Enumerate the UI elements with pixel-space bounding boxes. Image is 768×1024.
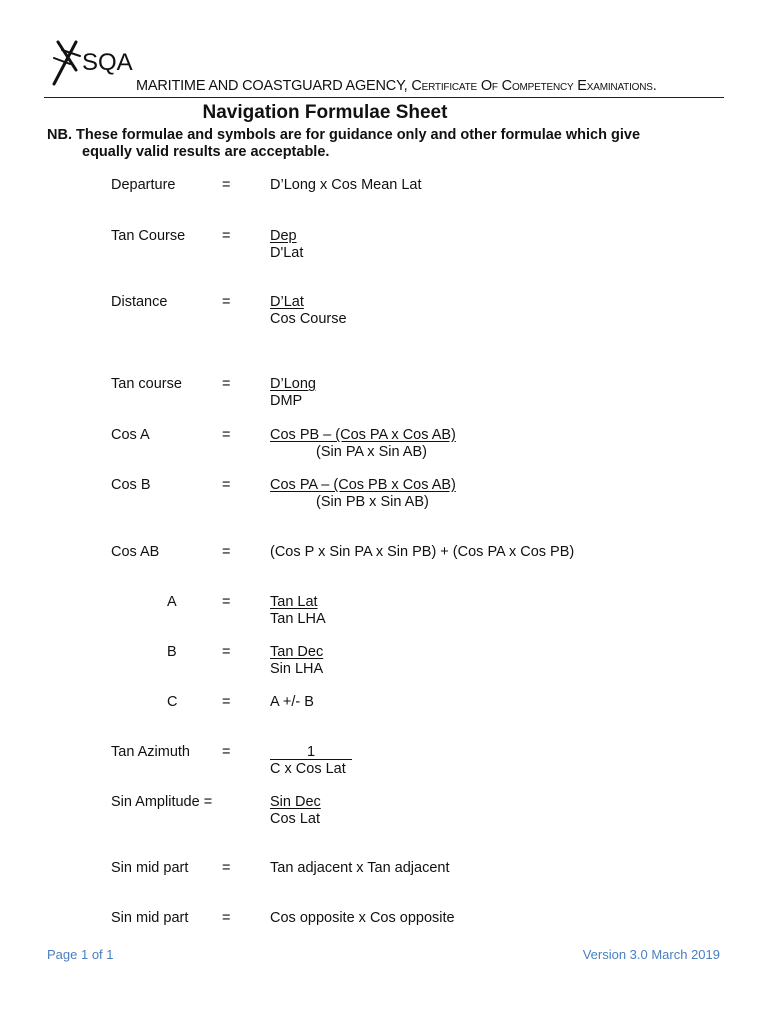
equals-sign: = xyxy=(222,477,231,493)
denominator: C x Cos Lat xyxy=(270,760,346,777)
formula-label: Cos A xyxy=(111,427,150,443)
numerator: Tan Dec xyxy=(270,644,324,660)
numerator: Dep xyxy=(270,228,297,244)
formula-fraction xyxy=(270,376,316,409)
formula-fraction xyxy=(270,294,347,327)
denominator: Cos Lat xyxy=(270,810,320,827)
page-number: Page 1 of 1 xyxy=(47,947,114,962)
note-line-2: equally valid results are acceptable. xyxy=(82,144,330,160)
formula-fraction xyxy=(270,427,456,460)
certificate-title: Certificate Of Competency Examinations. xyxy=(411,78,657,94)
numerator: Tan Lat xyxy=(270,594,318,610)
denominator: DMP xyxy=(270,392,303,409)
formula-value: A +/- B xyxy=(270,694,314,710)
denominator: Tan LHA xyxy=(270,610,326,627)
formula-fraction xyxy=(270,594,326,627)
formula-label: Tan course xyxy=(111,376,182,392)
equals-sign: = xyxy=(222,228,231,244)
formula-label: Departure xyxy=(111,177,176,193)
formula-value: D’Long x Cos Mean Lat xyxy=(270,177,422,193)
version-label: Version 3.0 March 2019 xyxy=(582,947,720,962)
formula-label: Tan Course xyxy=(111,228,186,244)
numerator: D’Lat xyxy=(270,294,304,310)
agency-header xyxy=(136,78,657,94)
equals-sign: = xyxy=(222,294,231,310)
numerator: Sin Dec xyxy=(270,794,321,810)
equals-sign: = xyxy=(222,860,231,876)
numerator: D’Long xyxy=(270,376,316,392)
denominator: D'Lat xyxy=(270,244,304,261)
equals-sign: = xyxy=(222,694,231,710)
numerator: Cos PA – (Cos PB x Cos AB) xyxy=(270,477,456,493)
formula-label: Cos AB xyxy=(111,544,160,560)
formula-fraction xyxy=(270,644,323,677)
formula-fraction xyxy=(270,744,352,777)
guidance-note xyxy=(47,127,727,161)
formula-label: B xyxy=(167,644,177,660)
equals-sign: = xyxy=(222,594,231,610)
svg-text:SQA: SQA xyxy=(82,49,133,76)
denominator: (Sin PA x Sin AB) xyxy=(316,443,427,460)
formula-label: Sin Amplitude = xyxy=(111,794,213,810)
note-line-1: NB. These formulae and symbols are for guidance only and other formulae which give xyxy=(47,127,641,143)
formula-label: Distance xyxy=(111,294,168,310)
formula-value: (Cos P x Sin PA x Sin PB) + (Cos PA x Cos PB) xyxy=(270,544,575,560)
formula-value: Tan adjacent x Tan adjacent xyxy=(270,860,450,876)
formula-label: Sin mid part xyxy=(111,860,189,876)
formula-value: Cos opposite x Cos opposite xyxy=(270,910,455,926)
denominator: Cos Course xyxy=(270,310,347,327)
equals-sign: = xyxy=(222,910,231,926)
equals-sign: = xyxy=(222,644,231,660)
equals-sign: = xyxy=(222,177,231,193)
formula-label: Sin mid part xyxy=(111,910,189,926)
formula-label: Tan Azimuth xyxy=(111,744,190,760)
formula-label: C xyxy=(167,694,178,710)
formula-fraction xyxy=(270,477,456,510)
agency-name: MARITIME AND COASTGUARD AGENCY, xyxy=(136,78,408,94)
numerator: Cos PB – (Cos PA x Cos AB) xyxy=(270,427,456,443)
equals-sign: = xyxy=(222,427,231,443)
denominator: (Sin PB x Sin AB) xyxy=(316,493,429,510)
denominator: Sin LHA xyxy=(270,660,324,677)
page-title: Navigation Formulae Sheet xyxy=(202,102,448,123)
equals-sign: = xyxy=(222,376,231,392)
numerator: 1 xyxy=(270,745,352,760)
sqa-logo xyxy=(50,38,140,94)
formula-fraction xyxy=(270,794,321,827)
formula-fraction xyxy=(270,228,303,261)
formula-label: A xyxy=(167,594,177,610)
equals-sign: = xyxy=(222,744,231,760)
header-divider xyxy=(44,97,724,98)
formula-label: Cos B xyxy=(111,477,151,493)
equals-sign: = xyxy=(222,544,231,560)
